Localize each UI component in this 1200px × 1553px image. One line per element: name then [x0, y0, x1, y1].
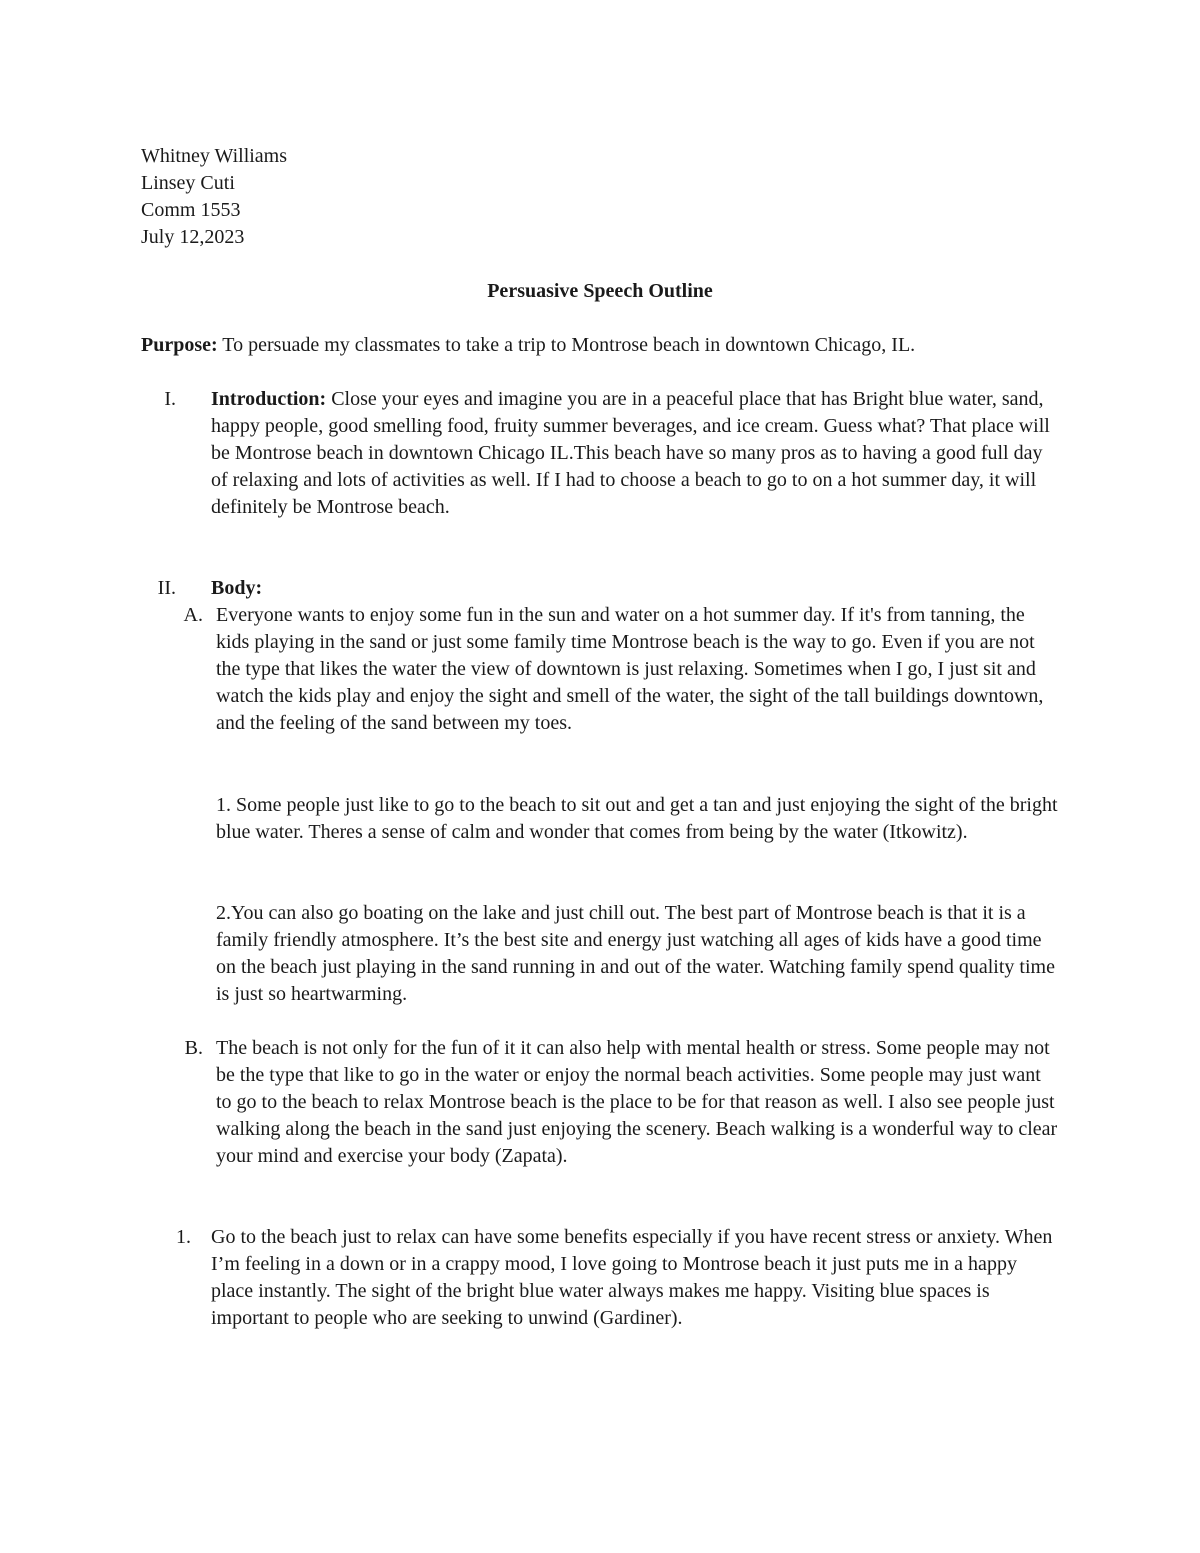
point-a-sub-1-text: 1. Some people just like to go to the beach to sit out and get a tan and just enjoying the sight of the bright blue water. Theres a sense of calm and wonder that comes from being by the water (Itkowitz).	[216, 794, 1058, 843]
introduction-text	[211, 386, 1061, 521]
body-numeral: II.	[157, 577, 176, 599]
introduction-body: Close your eyes and imagine you are in a peaceful place that has Bright blue water, sand, happy people, good smelling food, fruity summer beverages, and ice cream. Guess what? That place will be Montrose beach in downtown Chicago IL.This beach have so many pros as to having a good full day of relaxing and lots of activities as well. If I had to choose a beach to go to on a hot summer day, it will definitely be Montrose beach.	[211, 388, 1050, 518]
purpose-line	[141, 332, 915, 359]
instructor-name: Linsey Cuti	[141, 172, 235, 194]
body-label: Body:	[211, 577, 263, 599]
point-a-sub-2-text: 2.You can also go boating on the lake and just chill out. The best part of Montrose beach is that it is a family friendly atmosphere. It’s the best site and energy just watching all ages of kids have a good time on the beach just playing in the sand running in and out of the water. Watching family spend quality time is just so heartwarming.	[216, 902, 1055, 1005]
introduction-label: Introduction:	[211, 388, 327, 410]
point-a-text: Everyone wants to enjoy some fun in the sun and water on a hot summer day. If it's from tanning, the kids playing in the sand or just some family time Montrose beach is the way to go. Even if you are not the type that likes the water the view of downtown is just relaxing. Sometimes when I go, I just sit and watch the kids play and enjoy the sight and smell of the water, the sight of the tall buildings downtown, and the feeling of the sand between my toes.	[216, 604, 1044, 734]
point-1-text: Go to the beach just to relax can have some benefits especially if you have recent stress or anxiety. When I’m feeling in a down or in a crappy mood, I love going to Montrose beach it just puts me in a happy place instantly. The sight of the bright blue water always makes me happy. Visiting blue spaces is important to people who are seeking to unwind (Gardiner).	[211, 1226, 1053, 1329]
introduction-numeral: I.	[164, 388, 176, 410]
document-date: July 12,2023	[141, 226, 245, 248]
author-name: Whitney Williams	[141, 145, 288, 167]
purpose-label: Purpose:	[141, 334, 218, 356]
document-title: Persuasive Speech Outline	[487, 280, 713, 302]
point-b-text: The beach is not only for the fun of it it can also help with mental health or stress. Some people may not be the type that like to go in the water or enjoy the normal beach activities. Some people may just want to go to the beach to relax Montrose beach is the place to be for that reason as well. I also see people just walking along the beach in the sand just enjoying the scenery. Beach walking is a wonderful way to clear your mind and exercise your body (Zapata).	[216, 1037, 1058, 1167]
purpose-text: To persuade my classmates to take a trip to Montrose beach in downtown Chicago, IL.	[217, 334, 916, 356]
point-1-number: 1.	[176, 1226, 191, 1248]
point-b-letter: B.	[184, 1037, 203, 1059]
course-name: Comm 1553	[141, 199, 241, 221]
point-a-letter: A.	[183, 604, 203, 626]
header-block	[141, 143, 287, 251]
